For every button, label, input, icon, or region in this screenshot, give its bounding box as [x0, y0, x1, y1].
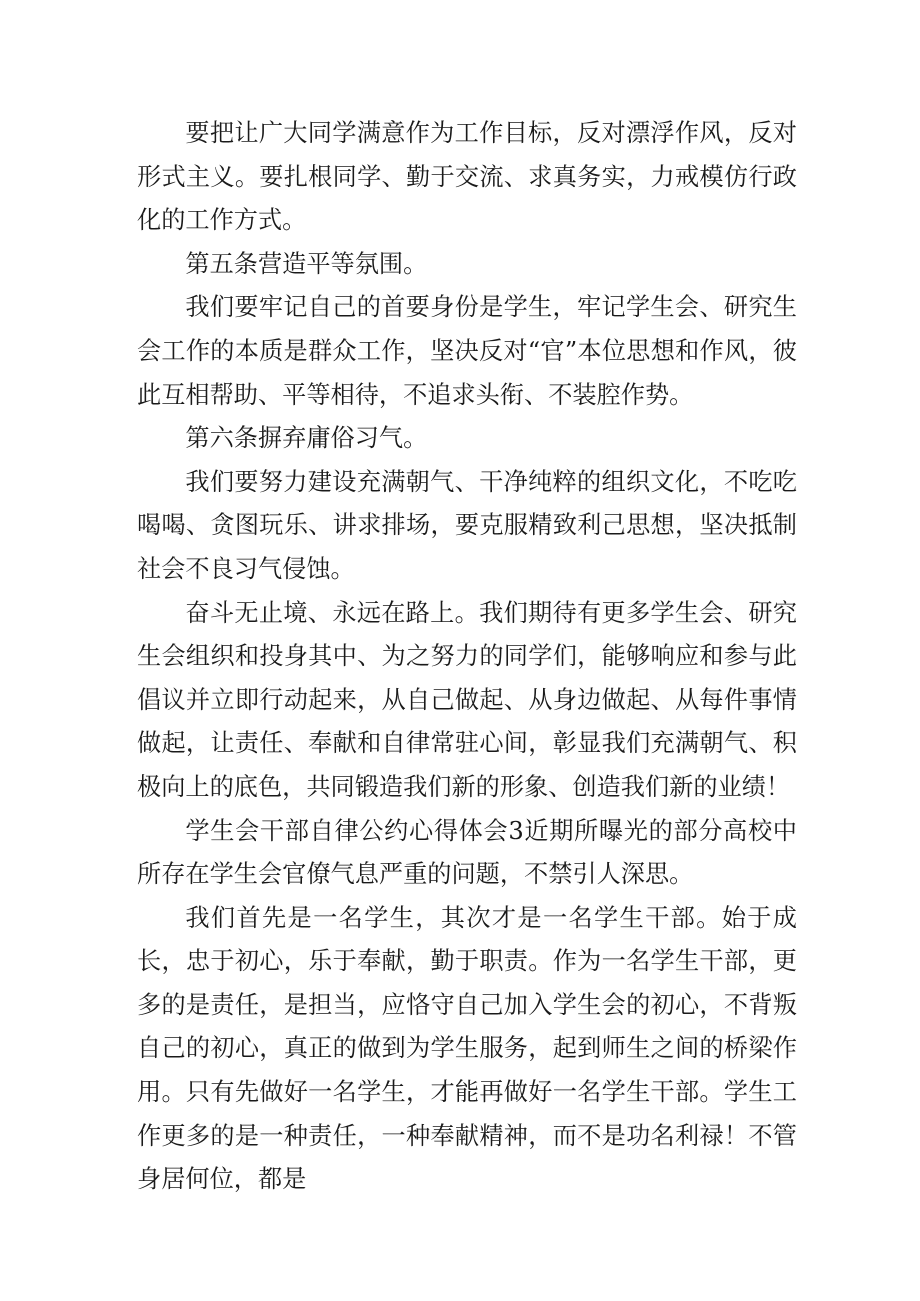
paragraph-reflection-body: 我们首先是一名学生，其次才是一名学生干部。始于成长，忠于初心，乐于奉献，勤于职责。作为一名学生干部，更多的是责任，是担当，应恪守自己加入学生会的初心，不背叛自己的初心，真正的做到为学生服务，起到师生之间的桥梁作用。只有先做好一名学生，才能再做好一名学生干部。学生工作更多的是一种责任，一种奉献精神，而不是功名利禄！不管身居何位，都是: [137, 903, 797, 1194]
paragraph-work-style: 要把让广大同学满意作为工作目标，反对漂浮作风，反对形式主义。要扎根同学、勤于交流、求真务实，力戒模仿行政化的工作方式。: [137, 119, 797, 235]
article-six-heading: 第六条摒弃庸俗习气。: [185, 424, 428, 453]
paragraph-initiative: 奋斗无止境、永远在路上。我们期待有更多学生会、研究生会组织和投身其中、为之努力的同学们，能够响应和参与此倡议并立即行动起来，从自己做起、从身边做起、从每件事情做起，让责任、奉献和自律常驻心间，彰显我们充满朝气、积极向上的底色，共同锻造我们新的形象、创造我们新的业绩！: [137, 598, 797, 801]
document-body: [137, 112, 797, 1202]
article-five-heading: 第五条营造平等氛围。: [185, 249, 428, 278]
paragraph-reflection-intro: 学生会干部自律公约心得体会3近期所曝光的部分高校中所存在学生会官僚气息严重的问题，不禁引人深思。: [137, 816, 797, 889]
paragraph-equality: 我们要牢记自己的首要身份是学生，牢记学生会、研究生会工作的本质是群众工作，坚决反对“官”本位思想和作风，彼此互相帮助、平等相待，不追求头衔、不装腔作势。: [137, 293, 797, 409]
paragraph-culture: 我们要努力建设充满朝气、干净纯粹的组织文化，不吃吃喝喝、贪图玩乐、讲求排场，要克服精致利己思想，坚决抵制社会不良习气侵蚀。: [137, 467, 797, 583]
